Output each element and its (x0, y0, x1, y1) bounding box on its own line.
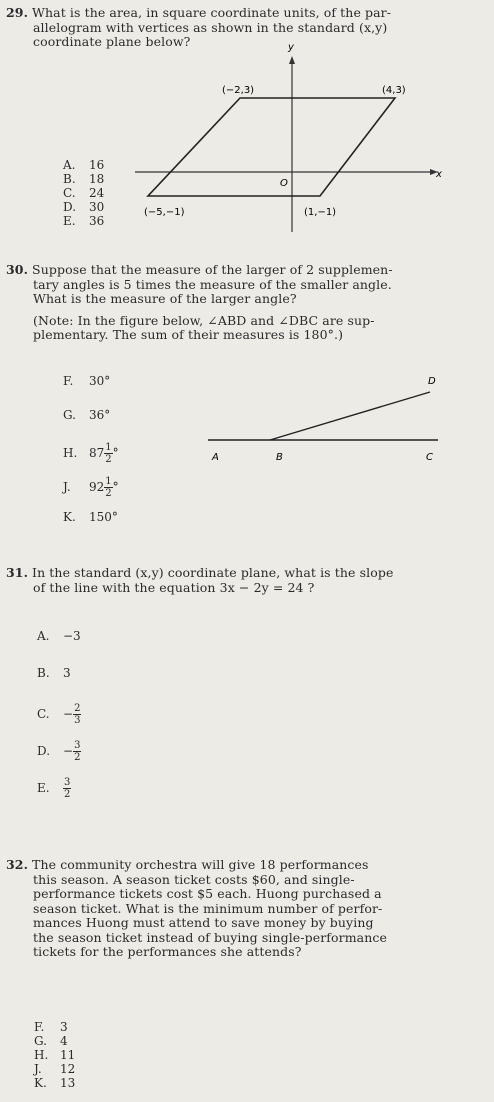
choice-e[interactable]: E. $\frac{3}{2}$ (37, 777, 71, 800)
y-axis-arrow (289, 56, 295, 64)
question-text: Suppose that the measure of the larger of 2 supplemen- (32, 262, 393, 277)
point-a-label: A (212, 452, 219, 463)
vertex-label-top-right: (4,3) (382, 85, 406, 96)
question-29-line2: allelogram with vertices as shown in the standard (x,y) (33, 19, 388, 35)
question-30-line1 (6, 263, 486, 278)
fraction: $\frac{3}{2}$ (64, 777, 71, 800)
angle-figure (0, 360, 494, 470)
point-b-label: B (276, 452, 283, 463)
question-number: 31. (6, 565, 29, 580)
choice-g[interactable]: G. 4 (34, 1034, 68, 1048)
choice-j[interactable]: J. 92 $\frac{1}{2}$ ° (63, 476, 119, 499)
choice-f[interactable]: F. 30° (63, 374, 111, 388)
question-32-line6: the season ticket instead of buying single-performance (33, 929, 387, 945)
choice-d[interactable]: D. − $\frac{3}{2}$ (37, 740, 81, 763)
vertex-label-bottom-right: (1,−1) (304, 207, 337, 218)
choice-a[interactable]: A. −3 (37, 629, 81, 643)
question-32-line1 (6, 858, 490, 873)
parallelogram-shape (148, 98, 395, 196)
q32-choices (34, 1020, 75, 1090)
fraction: $\frac{2}{3}$ (74, 703, 81, 726)
fraction: $\frac{1}{2}$ (105, 442, 112, 465)
question-32-line7: tickets for the performances she attends? (33, 944, 302, 959)
choice-f[interactable]: F. 3 (34, 1020, 68, 1034)
choice-h[interactable]: H. 87 $\frac{1}{2}$ ° (63, 442, 119, 465)
choice-a[interactable]: A. 16 (63, 158, 105, 172)
question-30 (6, 263, 486, 343)
choice-h[interactable]: H. 11 (34, 1048, 76, 1062)
choice-e[interactable]: E. 36 (63, 214, 105, 228)
question-32-line2: this season. A season ticket costs $60, and single- (33, 871, 355, 887)
question-32-line4: season ticket. What is the minimum number of perfor- (33, 900, 383, 916)
question-text: In the standard (x,y) coordinate plane, what is the slope (32, 565, 394, 580)
ray-bd (270, 392, 430, 440)
x-axis-label: x (436, 169, 442, 180)
choice-c[interactable]: C. − $\frac{2}{3}$ (37, 703, 81, 726)
parallelogram-graph (0, 0, 494, 260)
choice-c[interactable]: C. 24 (63, 186, 105, 200)
question-32-line5: mances Huong must attend to save money by buying (33, 915, 374, 930)
y-axis-label: y (288, 42, 294, 53)
question-text: The community orchestra will give 18 performances (32, 857, 369, 872)
question-30-line3: What is the measure of the larger angle? (33, 291, 297, 306)
question-number: 29. (6, 5, 29, 20)
question-30-note1: (Note: In the figure below, ∠ABD and ∠DBC are sup- (33, 312, 375, 328)
choice-b[interactable]: B. 3 (37, 666, 71, 680)
question-30-line2: tary angles is 5 times the measure of the smaller angle. (33, 276, 392, 292)
question-32-line3: performance tickets cost $5 each. Huong purchased a (33, 886, 382, 901)
question-number: 32. (6, 857, 29, 872)
point-d-label: D (428, 376, 436, 387)
origin-label: O (280, 178, 288, 189)
point-c-label: C (426, 452, 433, 463)
question-31-line1 (6, 566, 486, 581)
vertex-label-top-left: (−2,3) (222, 85, 255, 96)
choice-b[interactable]: B. 18 (63, 172, 105, 186)
question-31-line2: of the line with the equation 3x − 2y = 24 ? (33, 579, 315, 595)
question-29-line3: coordinate plane below? (33, 34, 191, 49)
question-31 (6, 566, 486, 595)
vertex-label-bottom-left: (−5,−1) (144, 207, 185, 218)
choice-d[interactable]: D. 30 (63, 200, 105, 214)
fraction: $\frac{3}{2}$ (74, 740, 81, 763)
question-number: 30. (6, 262, 29, 277)
choice-j[interactable]: J. 12 (34, 1062, 76, 1076)
question-32 (6, 858, 490, 960)
q31-choices (37, 629, 81, 814)
fraction: $\frac{1}{2}$ (105, 476, 112, 499)
question-30-note2: plementary. The sum of their measures is 180°.) (33, 327, 344, 342)
question-text: What is the area, in square coordinate units, of the par- (32, 5, 392, 20)
choice-g[interactable]: G. 36° (63, 408, 111, 422)
choice-k[interactable]: K. 150° (63, 510, 118, 524)
choice-k[interactable]: K. 13 (34, 1076, 76, 1090)
